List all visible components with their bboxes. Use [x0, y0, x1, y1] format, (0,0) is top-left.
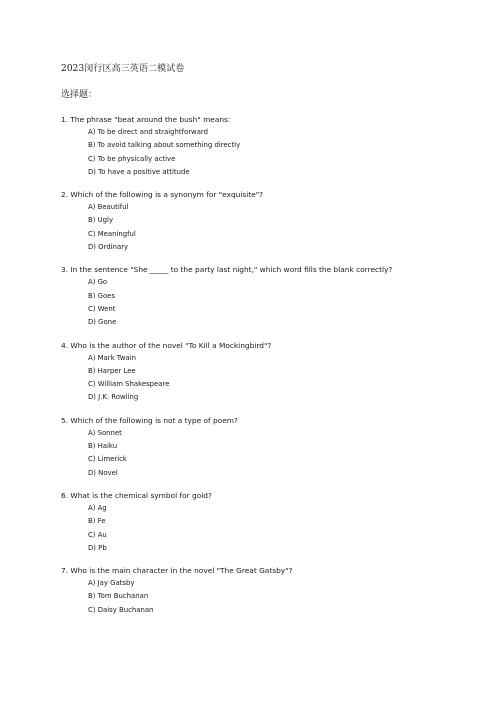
question-stem: 5. Which of the following is not a type of poem? [61, 415, 238, 425]
option-a: A) Go [88, 278, 108, 287]
option-a: A) Beautiful [88, 203, 129, 212]
option-a: A) Sonnet [88, 428, 122, 437]
option-b: B) Ugly [88, 216, 114, 225]
question-1 [61, 114, 461, 179]
question-7 [61, 565, 461, 617]
option-c: C) To be physically active [88, 154, 176, 163]
document-title: 2023闵行区高三英语二模试卷 [61, 64, 185, 74]
option-a: A) Ag [88, 503, 107, 512]
option-a: A) Mark Twain [88, 353, 136, 362]
section-heading: 选择题： [61, 90, 98, 100]
option-b: B) To avoid talking about something directly [88, 141, 241, 150]
option-c: C) Daisy Buchanan [88, 605, 154, 614]
option-a: A) Jay Gatsby [88, 579, 135, 588]
question-stem: 4. Who is the author of the novel "To Kill a Mockingbird"? [61, 340, 272, 350]
question-3 [61, 264, 461, 329]
option-b: B) Fe [88, 517, 106, 526]
question-2 [61, 189, 461, 254]
question-list [61, 114, 461, 627]
question-stem: 7. Who is the main character in the novel "The Great Gatsby"? [61, 566, 293, 576]
option-c: C) William Shakespeare [88, 380, 170, 389]
question-stem: 1. The phrase "beat around the bush" means: [61, 115, 231, 124]
option-b: B) Tom Buchanan [88, 592, 149, 601]
option-d: D) Gone [88, 318, 117, 327]
question-stem: 2. Which of the following is a synonym for "exquisite"? [61, 190, 264, 200]
question-5 [61, 415, 461, 480]
option-c: C) Meaningful [88, 229, 136, 238]
option-c: C) Limerick [88, 455, 127, 464]
option-d: D) Pb [88, 543, 107, 552]
option-c: C) Went [88, 304, 116, 313]
question-6 [61, 490, 461, 555]
option-d: D) Ordinary [88, 243, 129, 252]
question-4 [61, 340, 461, 405]
option-d: D) To have a positive attitude [88, 167, 190, 176]
option-d: D) Novel [88, 468, 118, 477]
question-stem: 6. What is the chemical symbol for gold? [61, 490, 212, 500]
option-d: D) J.K. Rowling [88, 393, 139, 402]
question-stem: 3. In the sentence "She _____ to the party last night," which word fills the blank correctly? [61, 265, 393, 275]
option-b: B) Harper Lee [88, 366, 136, 375]
option-c: C) Au [88, 530, 107, 539]
option-b: B) Goes [88, 291, 115, 300]
option-b: B) Haiku [88, 442, 118, 451]
option-a: A) To be direct and straightforward [88, 128, 209, 136]
